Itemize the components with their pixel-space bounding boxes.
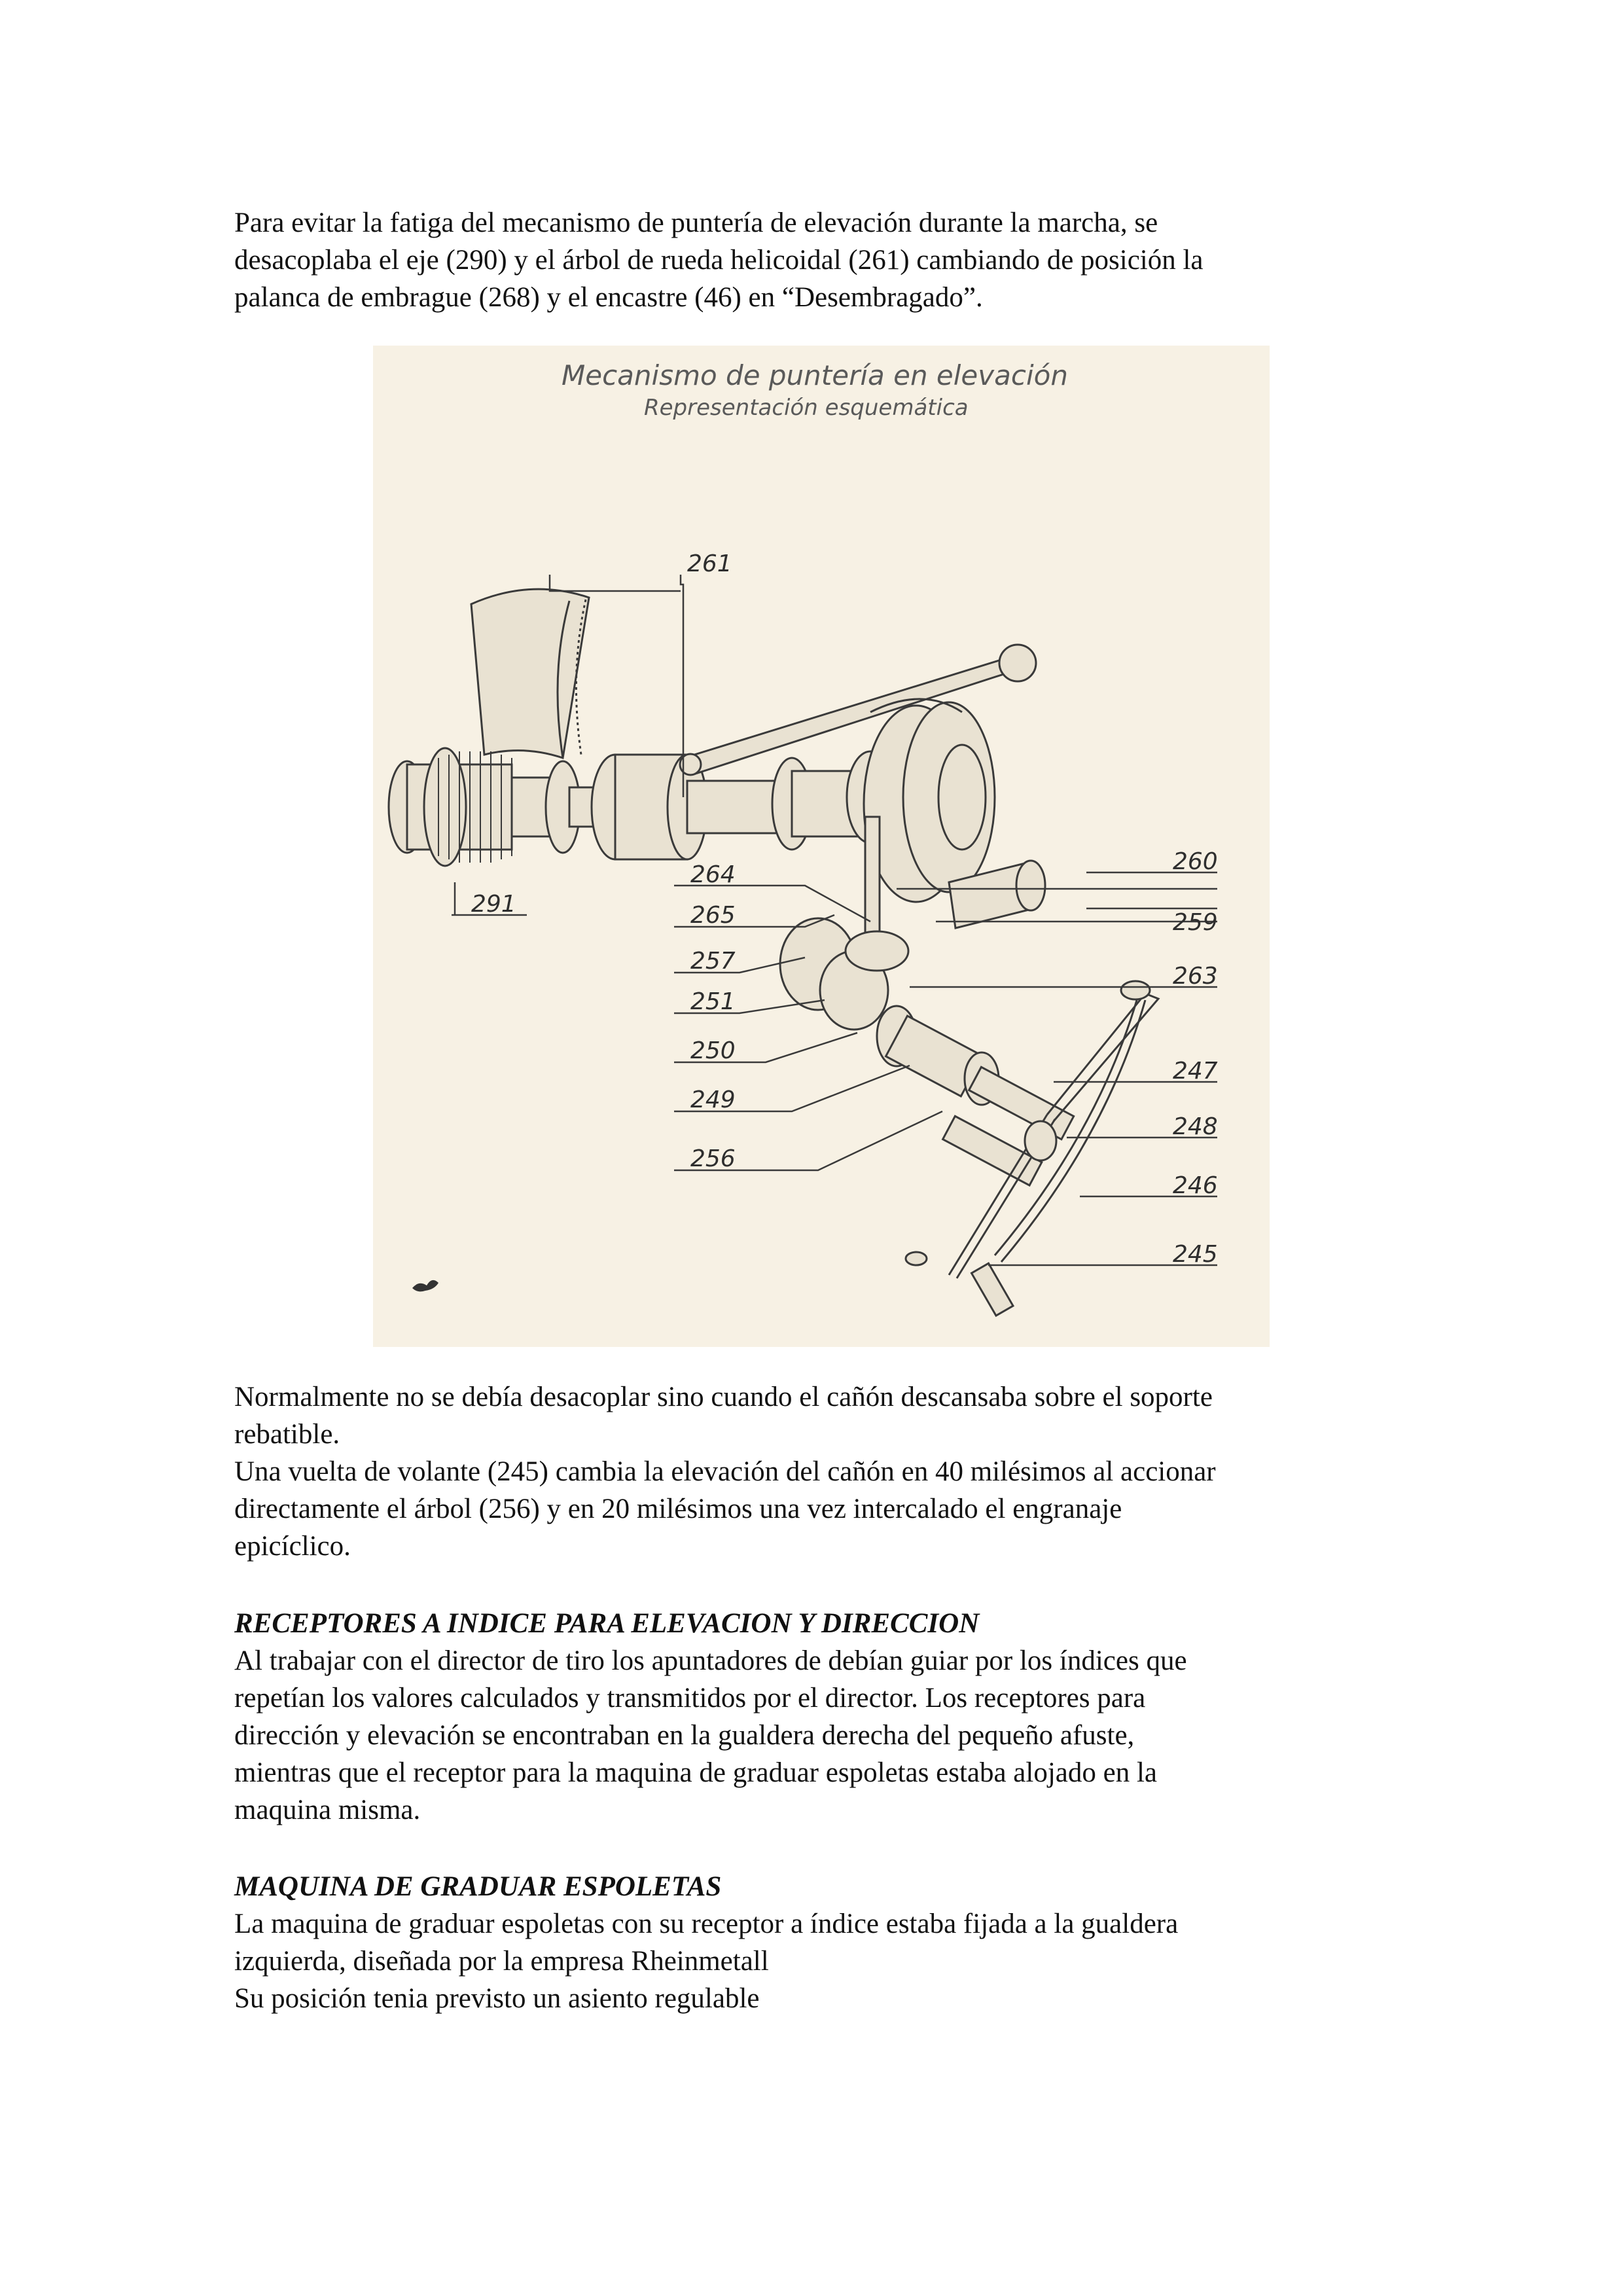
maquina-line: La maquina de graduar espoletas con su receptor a índice estaba fijada a la gualdera — [234, 1909, 1179, 1939]
receptores-line: maquina misma. — [234, 1795, 421, 1825]
receptores-line: dirección y elevación se encontraban en la gualdera derecha del pequeño afuste, — [234, 1720, 1135, 1751]
maquina-paragraph — [234, 1905, 1399, 2017]
label-249: 249 — [690, 1086, 736, 1113]
body-line: Normalmente no se debía desacoplar sino cuando el cañón descansaba sobre el soporte — [234, 1382, 1213, 1412]
worm-wheel-drawing — [864, 699, 1045, 928]
label-247: 247 — [1173, 1058, 1218, 1085]
ink-smudge — [412, 1280, 438, 1292]
label-256: 256 — [690, 1145, 736, 1172]
label-246: 246 — [1173, 1172, 1218, 1199]
figure-title: Mecanismo de puntería en elevación — [562, 359, 1068, 391]
receptores-line: Al trabajar con el director de tiro los apuntadores de debían guiar por los índices que — [234, 1645, 1187, 1676]
label-263: 263 — [1173, 963, 1218, 990]
label-259: 259 — [1173, 909, 1218, 936]
label-251: 251 — [690, 988, 736, 1015]
label-265: 265 — [690, 902, 736, 929]
main-shaft-drawing — [389, 748, 894, 866]
label-250: 250 — [690, 1037, 736, 1064]
label-264: 264 — [690, 861, 736, 888]
elevating-arc-drawing — [471, 589, 589, 758]
intro-paragraph — [234, 204, 1399, 316]
receptores-line: mientras que el receptor para la maquina de graduar espoletas estaba alojado en la — [234, 1757, 1157, 1788]
body-line: directamente el árbol (256) y en 20 milésimos una vez intercalado el engranaje — [234, 1494, 1122, 1524]
body-line: epicíclico. — [234, 1531, 351, 1562]
label-260: 260 — [1173, 848, 1218, 875]
body-line: Una vuelta de volante (245) cambia la elevación del cañón en 40 milésimos al accionar — [234, 1456, 1216, 1487]
label-291: 291 — [471, 891, 516, 918]
receptores-heading: RECEPTORES A INDICE PARA ELEVACION Y DIRECCION — [234, 1608, 980, 1639]
maquina-line: Su posición tenia previsto un asiento regulable — [234, 1983, 760, 2014]
maquina-line: izquierda, diseñada por la empresa Rheinmetall — [234, 1946, 769, 1977]
figure-subtitle: Representación esquemática — [644, 395, 969, 421]
intro-line: desacoplaba el eje (290) y el árbol de rueda helicoidal (261) cambiando de posición la — [234, 245, 1204, 276]
label-245: 245 — [1173, 1241, 1218, 1268]
label-257: 257 — [690, 948, 736, 975]
receptores-line: repetían los valores calculados y transmitidos por el director. Los receptores para — [234, 1683, 1146, 1713]
intro-line: Para evitar la fatiga del mecanismo de puntería de elevación durante la marcha, se — [234, 207, 1158, 238]
label-248: 248 — [1173, 1113, 1218, 1140]
body-line: rebatible. — [234, 1419, 340, 1450]
maquina-heading: MAQUINA DE GRADUAR ESPOLETAS — [234, 1871, 722, 1902]
body-paragraph — [234, 1378, 1399, 1565]
label-261: 261 — [687, 550, 732, 577]
mechanism-diagram — [373, 346, 1270, 1347]
receptores-paragraph — [234, 1642, 1399, 1829]
elevation-mechanism-figure — [373, 346, 1270, 1347]
intro-line: palanca de embrague (268) y el encastre (46) en “Desembragado”. — [234, 282, 983, 313]
